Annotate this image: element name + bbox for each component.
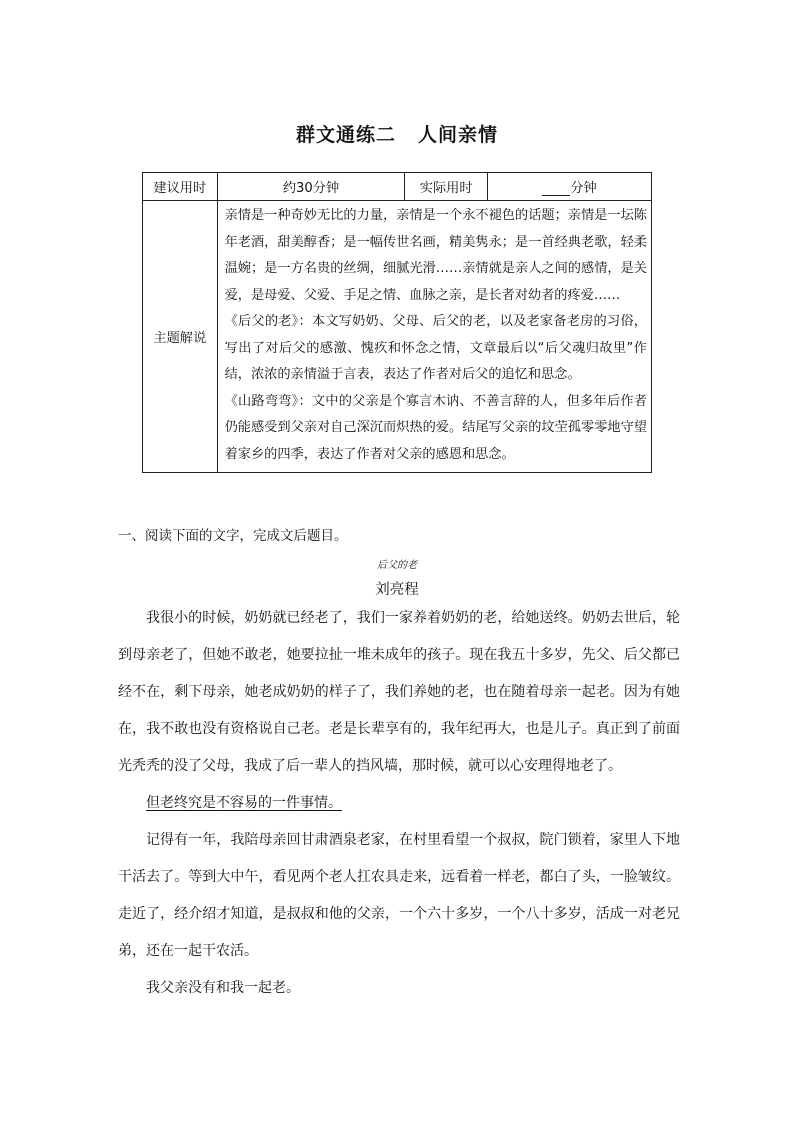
article-paragraph-underlined xyxy=(118,785,680,822)
actual-time-label: 实际用时 xyxy=(405,173,488,201)
topic-paragraph: 《山路弯弯》：文中的父亲是个寡言木讷、不善言辞的人，但多年后作者仍能感受到父亲对自己深沉而炽热的爱。结尾写父亲的坟茔孤零零地守望着家乡的四季，表达了作者对父亲的感恩和思念。 xyxy=(224,393,647,462)
article-body xyxy=(118,600,680,1007)
actual-time-blank[interactable] xyxy=(542,181,570,196)
article-paragraph: 我父亲没有和我一起老。 xyxy=(146,980,300,996)
article-author: 刘亮程 xyxy=(375,582,419,598)
actual-time-unit: 分钟 xyxy=(570,181,597,196)
underlined-sentence: 但老终究是不容易的一件事情。 xyxy=(146,795,342,811)
topic-label: 主题解说 xyxy=(143,201,218,473)
time-row xyxy=(143,173,652,201)
document-title xyxy=(0,120,794,147)
title-part-1: 群文通练二 xyxy=(295,124,396,146)
topic-row xyxy=(143,201,652,473)
topic-body xyxy=(217,201,651,473)
suggested-time-value: 约30分钟 xyxy=(217,173,405,201)
topic-paragraph: 亲情是一种奇妙无比的力量，亲情是一个永不褪色的话题；亲情是一坛陈年老酒，甜美醇香；是一幅传世名画，精美隽永；是一首经典老歌，轻柔温婉；是一方名贵的丝绸，细腻光滑……亲情就是亲人之间的感情，是关爱，是母爱、父爱、手足之情、血脉之亲，是长者对幼者的疼爱…… xyxy=(224,208,647,303)
info-table xyxy=(142,172,652,473)
suggested-time-label: 建议用时 xyxy=(143,173,218,201)
article-paragraph: 我很小的时候，奶奶就已经老了，我们一家养着奶奶的老，给她送终。奶奶去世后，轮到母亲老了，但她不敢老，她要拉扯一堆未成年的孩子。现在我五十多岁，先父、后父都已经不在，剩下母亲，她老成奶奶的样子了，我们养她的老，也在随着母亲一起老。因为有她在，我不敢也没有资格说自己老。老是长辈享有的，我年纪再大，也是儿子。真正到了前面光秃秃的没了父母，我成了后一辈人的挡风墙，那时候，就可以心安理得地老了。 xyxy=(118,610,680,774)
topic-paragraph: 《后父的老》：本文写奶奶、父母、后父的老，以及老家备老房的习俗，写出了对后父的感激、愧疚和怀念之情，文章最后以“后父魂归故里”作结，浓浓的亲情溢于言表，表达了作者对后父的追忆和思念。 xyxy=(224,314,647,382)
article-title: 后父的老 xyxy=(377,560,417,571)
article-paragraph: 记得有一年，我陪母亲回甘肃酒泉老家，在村里看望一个叔叔，院门锁着，家里人下地干活去了。等到大中午，看见两个老人扛农具走来，远看着一样老，都白了头，一脸皱纹。走近了，经介绍才知道，是叔叔和他的父亲，一个六十多岁，一个八十多岁，活成一对老兄弟，还在一起干农活。 xyxy=(118,832,680,959)
title-part-2: 人间亲情 xyxy=(418,124,499,146)
question-intro: 一、阅读下面的文字，完成文后题目。 xyxy=(118,528,348,544)
actual-time-cell xyxy=(487,173,651,201)
